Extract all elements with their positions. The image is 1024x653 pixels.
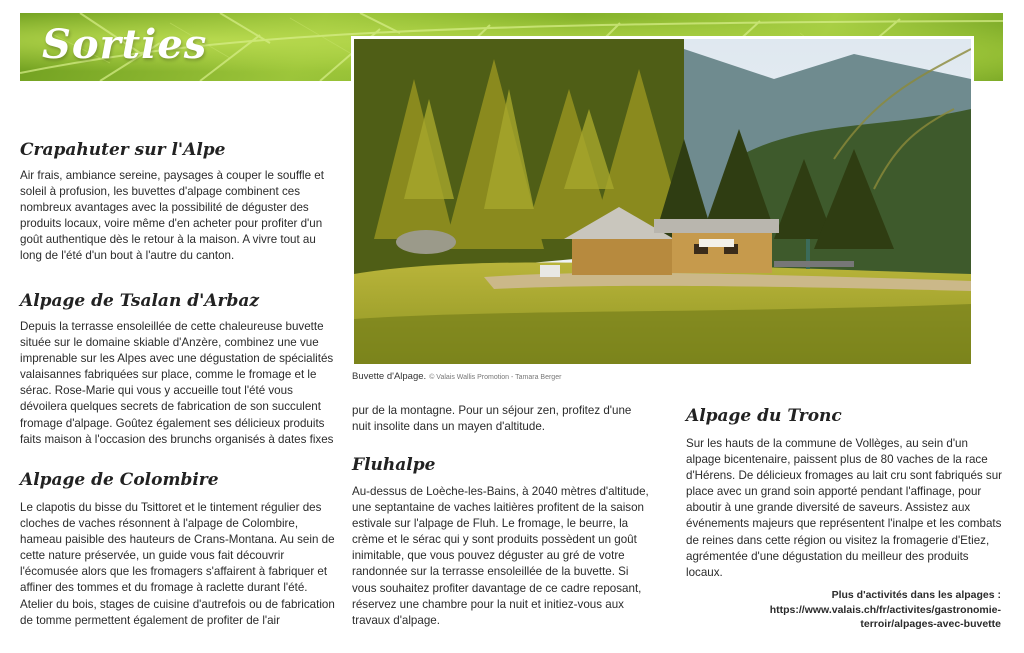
- text-tronc: Sur les hauts de la commune de Vollèges, au sein d'un alpage bicentenaire, paissent plus de 80 vaches de la race d'Hérens. De délicieux fromages au lait cru sont fabriqués sur place avec un grand soin apporté pendant l'affinage, pour aboutir à une grande diversité de saveurs. Assistez aux événements majeurs que représentent l'inalpe et les combats de reines dans cette région ou visitez la fromagerie d'Etiez, agrémentée d'une dégustation du meilleur des produits locaux.: [686, 437, 1003, 579]
- text-colombire: Le clapotis du bisse du Tsittoret et le tintement régulier des cloches de vaches résonnent à l'alpage de Colombire, hameau paisible des hauteurs de Crans-Montana. Au sein de cette nature préservée, un guide vous fait découvrir l'écomusée alors que les fromagers s'affairent à fabriquer et affiner des tommes et du fromage à raclette durant l'été. Atelier du bois, stages de cuisine d'autrefois ou de fabrication de tomme permettent également de profiter de l'air: [20, 501, 335, 627]
- buvette-photo-illustration: [354, 39, 971, 364]
- text-tsalan: Depuis la terrasse ensoleillée de cette chaleureuse buvette située sur le domaine skiable d'Anzère, combinez une vue imprenable sur les Alpes avec une dégustation de spécialités valaisannes fabriquées sur place, comme le fromage et le sérac. Rose-Marie qui vous y accueille tout l'été vous dévoilera quelques secrets de fabrication de son succulent fromage d'alpage. Goûtez également ses délicieux produits faits maison à l'occasion des brunchs organisés à dates fixes: [20, 320, 334, 446]
- heading-fluhalpe: Fluhalpe: [352, 455, 436, 475]
- heading-tsalan: Alpage de Tsalan d'Arbaz: [20, 291, 260, 311]
- page-title: Sorties: [42, 21, 208, 68]
- alpage-photo: [351, 36, 974, 367]
- heading-crapahuter: Crapahuter sur l'Alpe: [20, 140, 226, 160]
- photo-caption: Buvette d'Alpage. © Valais Wallis Promotion - Tamara Berger: [352, 371, 562, 382]
- text-colombire-continued: pur de la montagne. Pour un séjour zen, profitez d'une nuit insolite dans un mayen d'altitude.: [352, 404, 632, 434]
- more-activities-label: Plus d'activités dans les alpages :: [831, 589, 1001, 601]
- heading-colombire: Alpage de Colombire: [20, 470, 219, 490]
- text-crapahuter: Air frais, ambiance sereine, paysages à couper le souffle et soleil à profusion, les buvettes d'alpage combinent ces nombreux avantages avec la possibilité de déguster des produits locaux, voire même d'en acheter pour profiter d'un goût authentique dès le retour à la maison. A vivre tout au long de l'été d'un bout à l'autre du canton.: [20, 169, 324, 263]
- photo-credit: © Valais Wallis Promotion - Tamara Berger: [429, 374, 562, 381]
- text-fluhalpe: Au-dessus de Loèche-les-Bains, à 2040 mètres d'altitude, une septantaine de vaches laitières profitent de la saison estivale sur l'alpage de Fluh. Le fromage, le beurre, la crème et le sérac qui y sont produits possèdent un goût inimitable, que vous pouvez déguster au gré de votre randonnée sur la terrasse ensoleillée de la buvette. Si vous souhaitez profiter davantage de ce cadre reposant, réservez une chambre pour la nuit et initiez-vous aux travaux d'alpage.: [352, 485, 649, 627]
- more-activities-link[interactable]: https://www.valais.ch/fr/activites/gastronomie-terroir/alpages-avec-buvette: [769, 604, 1001, 630]
- heading-tronc: Alpage du Tronc: [686, 406, 842, 426]
